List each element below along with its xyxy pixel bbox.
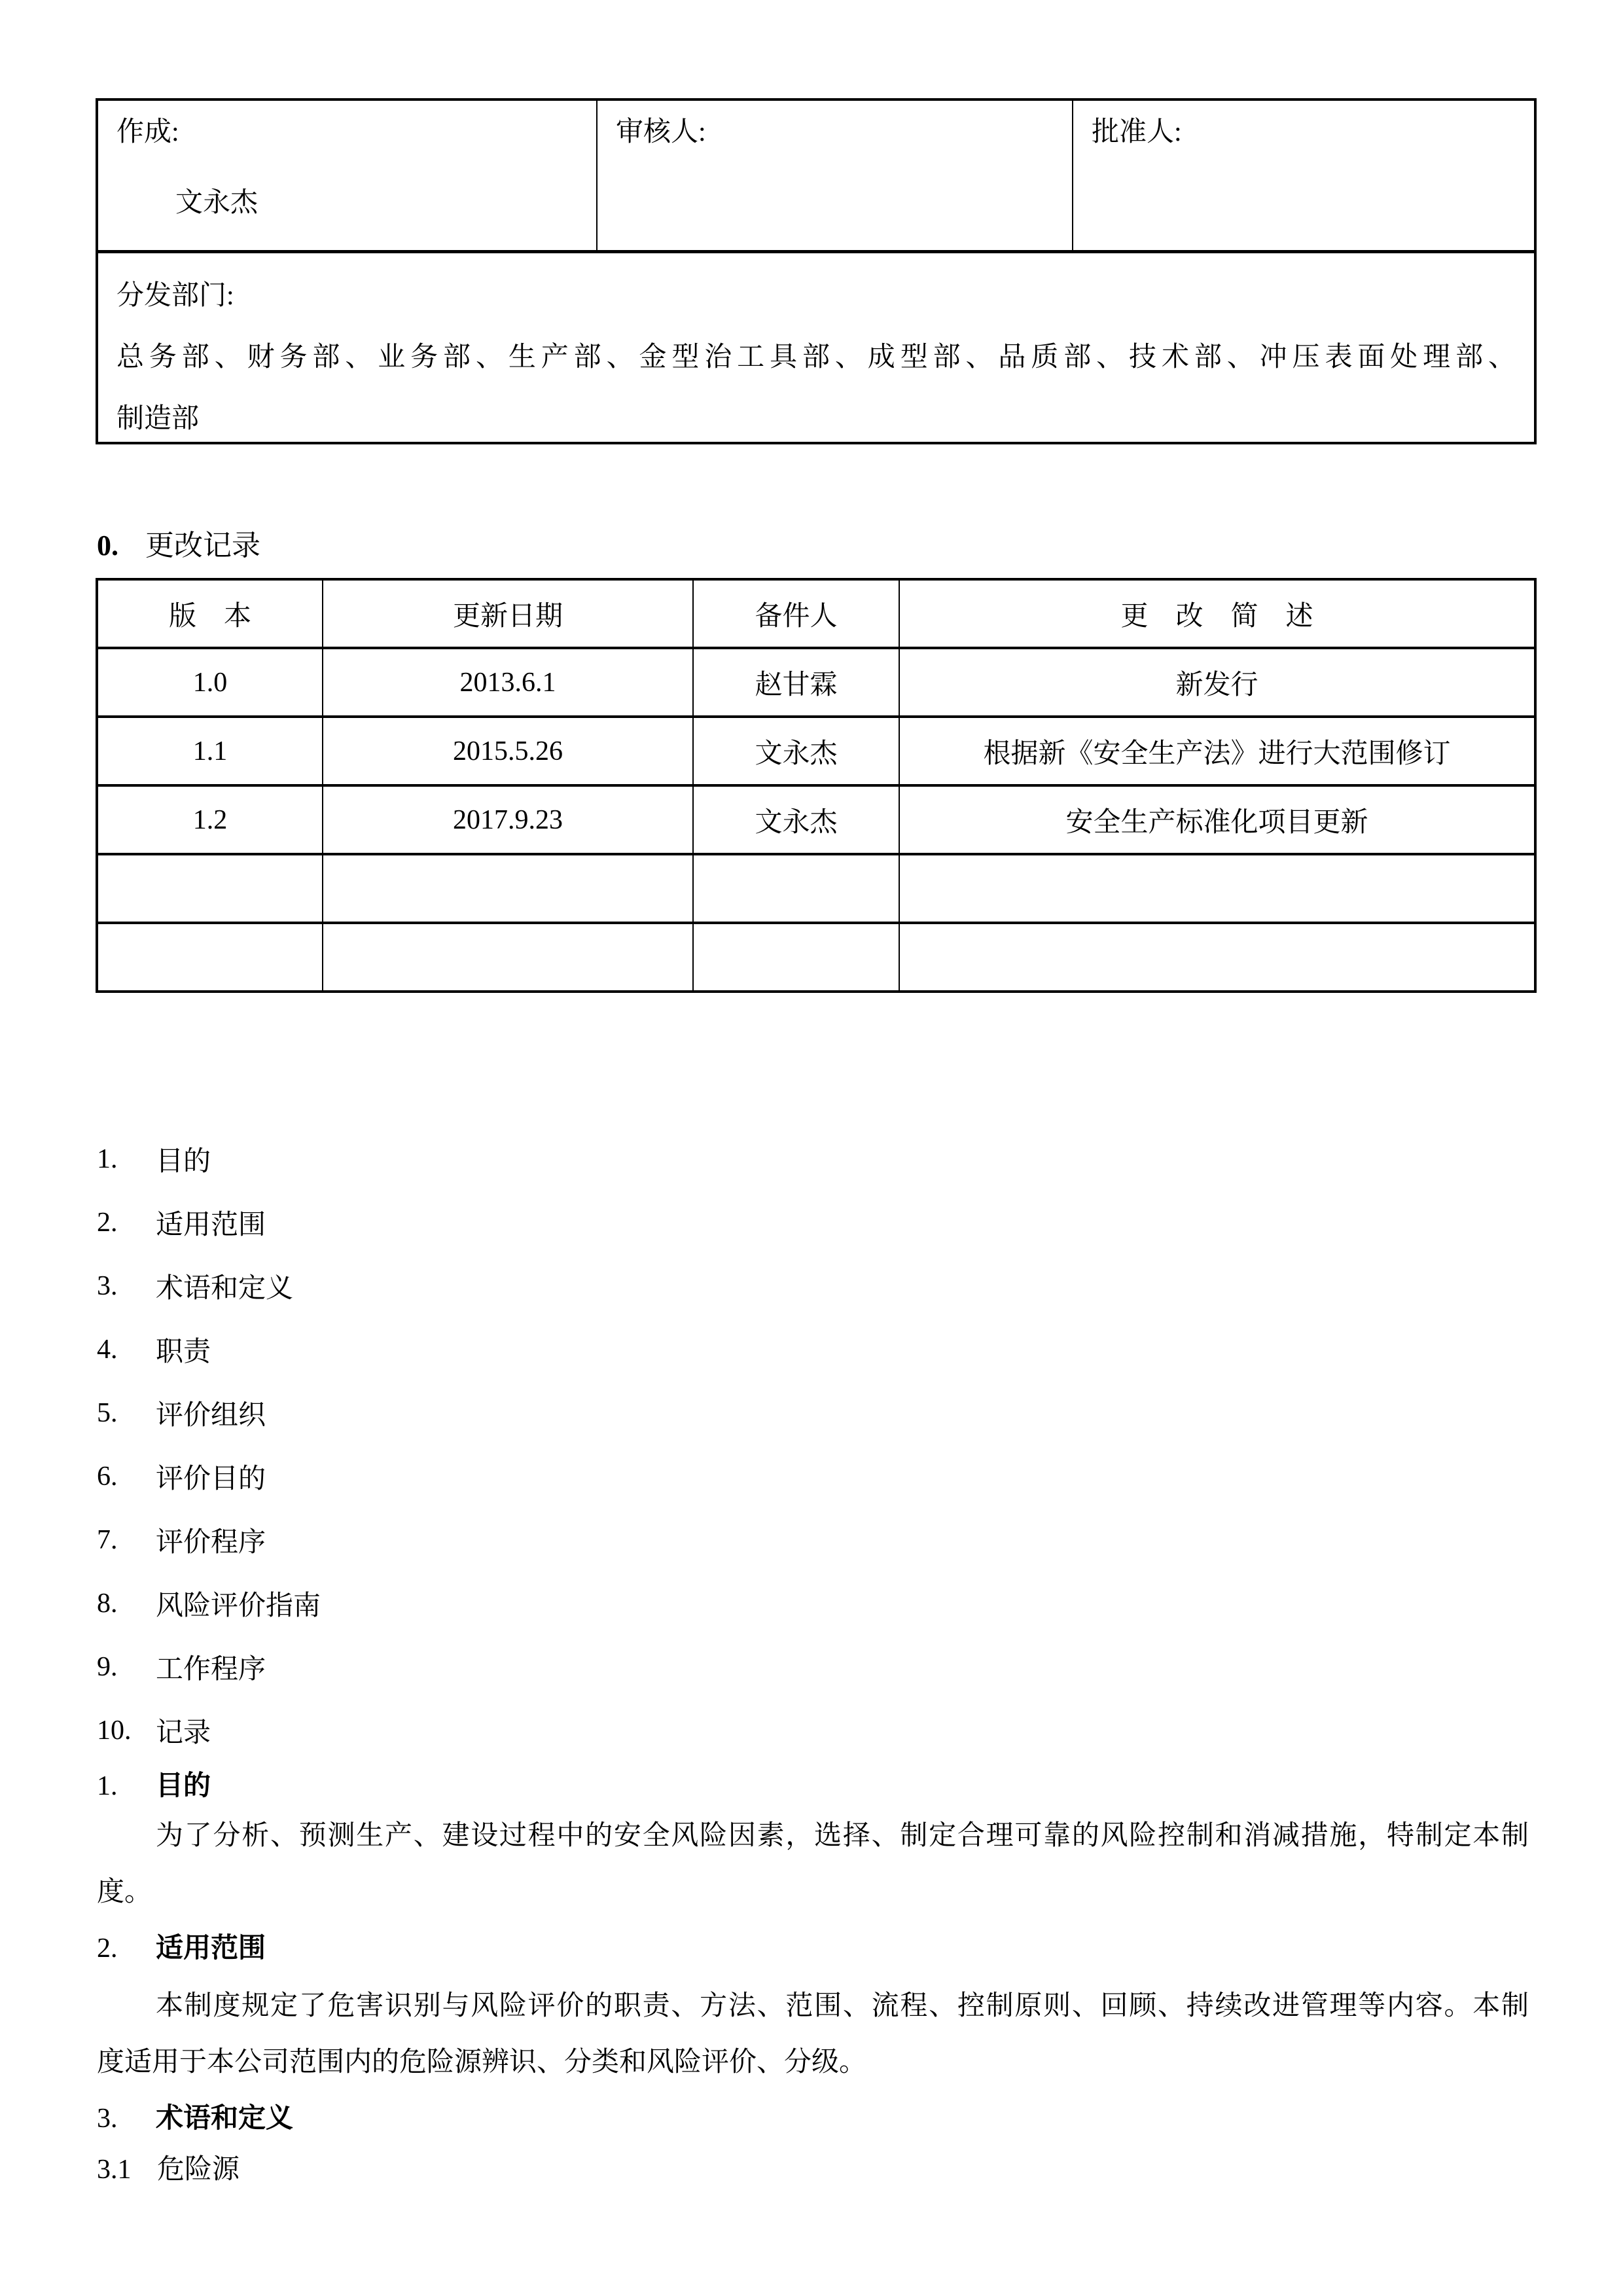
change-log-heading-text: 更改记录 [145, 529, 260, 562]
subsection-number: 3.1 [97, 2155, 132, 2185]
reviewer-cell [597, 101, 1073, 250]
subsection-title: 危险源 [157, 2155, 240, 2185]
distribution-departments-line1: 总务部、财务部、业务部、生产部、金型治工具部、成型部、品质部、技术部、冲压表面处理部、 [116, 342, 1516, 372]
toc-label: 工作程序 [156, 1654, 266, 1685]
change-log-row-2 [98, 718, 1534, 787]
reviewer-label: 审核人: [616, 117, 706, 147]
toc-label: 评价目的 [156, 1463, 266, 1494]
toc-number: 2. [97, 1207, 118, 1238]
toc-number: 5. [97, 1397, 118, 1428]
toc-label: 术语和定义 [156, 1273, 294, 1304]
section-number: 1. [97, 1771, 118, 1801]
change-log-heading [97, 528, 260, 564]
toc-item-risk-guide [97, 1571, 321, 1635]
section-title: 适用范围 [156, 1933, 266, 1964]
cell-version: 1.1 [98, 718, 323, 784]
toc-item-eval-procedure [97, 1508, 321, 1571]
cell-summary: 根据新《安全生产法》进行大范围修订 [983, 738, 1451, 769]
header-version: 版 本 [98, 581, 323, 647]
toc-number: 9. [97, 1651, 118, 1682]
cell-summary [900, 924, 1534, 990]
cell-editor: 赵甘霖 [694, 649, 900, 715]
header-update-date: 更新日期 [323, 581, 694, 647]
section-1-heading [97, 1767, 211, 1805]
toc-item-terms [97, 1254, 321, 1318]
toc-item-responsibility [97, 1318, 321, 1381]
table-of-contents [97, 1127, 321, 1762]
section-title: 术语和定义 [156, 2104, 294, 2134]
cell-version [98, 924, 323, 990]
distribution-label: 分发部门: [116, 281, 234, 311]
section-1-paragraph-line2: 度。 [97, 1877, 152, 1907]
change-log-row-3 [98, 787, 1534, 855]
section-2-paragraph-line1: 本制度规定了危害识别与风险评价的职责、方法、范围、流程、控制原则、回顾、持续改进管理等内容。本制 [156, 1991, 1529, 2021]
section-2-heading [97, 1929, 266, 1967]
cell-date: 2013.6.1 [323, 649, 694, 715]
created-by-cell [98, 101, 597, 250]
change-log-heading-number: 0. [97, 529, 118, 562]
distribution-departments-line2: 制造部 [116, 404, 200, 434]
cell-editor [694, 924, 900, 990]
toc-item-eval-purpose [97, 1444, 321, 1508]
change-log-table [96, 578, 1537, 993]
cell-editor: 文永杰 [694, 787, 900, 853]
section-number: 2. [97, 1933, 118, 1964]
section-1-paragraph-line1: 为了分析、预测生产、建设过程中的安全风险因素，选择、制定合理可靠的风险控制和消减措施，特制定本制 [156, 1821, 1529, 1851]
section-title: 目的 [156, 1771, 211, 1801]
cell-version: 1.2 [98, 787, 323, 853]
section-2-paragraph-line2: 度适用于本公司范围内的危险源辨识、分类和风险评价、分级。 [97, 2047, 867, 2077]
toc-number: 6. [97, 1461, 118, 1492]
subsection-3-1-heading [97, 2151, 240, 2189]
cell-date: 2015.5.26 [323, 718, 694, 784]
created-by-label: 作成: [116, 117, 179, 147]
change-log-row-1 [98, 649, 1534, 718]
created-by-name: 文永杰 [175, 188, 259, 218]
change-log-row-4-empty [98, 855, 1534, 924]
toc-item-work-procedure [97, 1635, 321, 1698]
toc-number: 1. [97, 1143, 118, 1174]
cell-summary: 安全生产标准化项目更新 [1065, 807, 1368, 838]
cell-date [323, 924, 694, 990]
toc-number: 10. [97, 1715, 132, 1746]
toc-item-eval-organization [97, 1381, 321, 1444]
approval-table-row-signatures [98, 101, 1534, 253]
cell-summary: 新发行 [1175, 670, 1258, 700]
toc-number: 8. [97, 1588, 118, 1619]
cell-editor: 文永杰 [694, 718, 900, 784]
cell-date [323, 855, 694, 922]
approver-cell [1073, 101, 1534, 250]
cell-version [98, 855, 323, 922]
cell-summary [900, 855, 1534, 922]
header-editor: 备件人 [694, 581, 900, 647]
toc-number: 3. [97, 1270, 118, 1301]
approval-table [96, 98, 1537, 444]
section-3-heading [97, 2100, 293, 2138]
toc-number: 4. [97, 1334, 118, 1365]
toc-number: 7. [97, 1524, 118, 1555]
toc-item-records [97, 1698, 321, 1762]
change-log-row-5-empty [98, 924, 1534, 990]
cell-editor [694, 855, 900, 922]
toc-label: 评价组织 [156, 1400, 266, 1431]
toc-label: 风险评价指南 [156, 1590, 321, 1621]
toc-label: 评价程序 [156, 1527, 266, 1558]
toc-label: 适用范围 [156, 1210, 266, 1240]
toc-label: 职责 [156, 1336, 211, 1367]
toc-item-scope [97, 1191, 321, 1254]
header-change-summary: 更 改 简 述 [1120, 601, 1313, 632]
toc-label: 记录 [156, 1717, 211, 1748]
approver-label: 批准人: [1092, 117, 1182, 147]
toc-item-purpose [97, 1127, 321, 1191]
distribution-cell [98, 253, 1534, 442]
toc-label: 目的 [156, 1146, 211, 1177]
cell-date: 2017.9.23 [323, 787, 694, 853]
section-number: 3. [97, 2104, 118, 2134]
change-log-header-row [98, 581, 1534, 649]
cell-version: 1.0 [98, 649, 323, 715]
